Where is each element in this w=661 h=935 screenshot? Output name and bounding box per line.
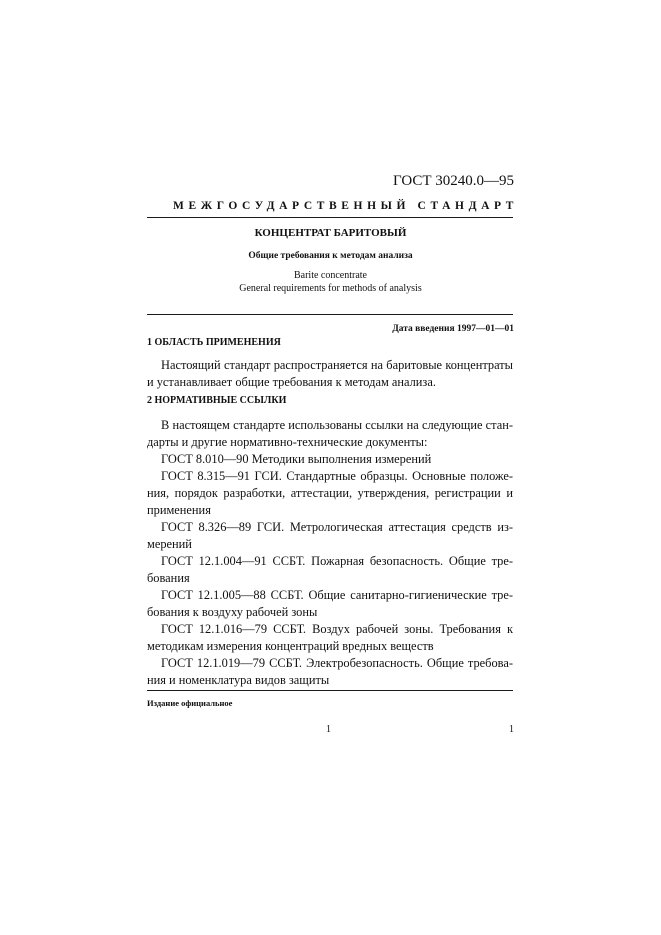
page-number: 1 <box>326 724 331 735</box>
header-rule <box>147 217 513 218</box>
introduction-date: Дата введения 1997—01—01 <box>392 324 514 334</box>
english-title: Barite concentrate <box>293 270 367 281</box>
official-edition-note: Издание официальное <box>147 698 233 708</box>
section-1-heading: 1 ОБЛАСТЬ ПРИМЕНЕНИЯ <box>147 337 281 348</box>
section-2-heading: 2 НОРМАТИВНЫЕ ССЫЛКИ <box>147 395 287 406</box>
section-2-line: бования к воздуху рабочей зоны <box>147 605 318 619</box>
section-2-line: ния, порядок разработки, аттестации, утверждения, регистрации и <box>147 486 513 500</box>
document-subtitle: Общие требования к методам анализа <box>248 251 413 261</box>
section-2-line: ГОСТ 12.1.019—79 ССБТ. Электробезопасность. Общие требова- <box>161 656 513 670</box>
section-2-line: методикам измерения концентраций вредных веществ <box>147 639 434 653</box>
section-1-line: и устанавливает общие требования к методам анализа. <box>147 375 436 389</box>
section-2-line: ГОСТ 12.1.005—88 ССБТ. Общие санитарно-гигиенические тре- <box>161 588 513 602</box>
standard-code: ГОСТ 30240.0—95 <box>393 173 514 189</box>
section-2-line: мерений <box>147 537 192 551</box>
section-2-line: бования <box>147 571 190 585</box>
section-2-line: ГОСТ 8.326—89 ГСИ. Метрологическая аттестация средств из- <box>161 520 513 534</box>
section-2-line: дарты и другие нормативно-технические документы: <box>147 435 428 449</box>
section-2-line: применения <box>147 503 211 517</box>
section-2-line: ГОСТ 12.1.016—79 ССБТ. Воздух рабочей зоны. Требования к <box>161 622 513 636</box>
title-rule <box>147 314 513 315</box>
page-number-right: 1 <box>509 724 514 735</box>
section-2-line: ния и номенклатура видов защиты <box>147 673 330 687</box>
section-2-line: ГОСТ 12.1.004—91 ССБТ. Пожарная безопасность. Общие тре- <box>161 554 513 568</box>
english-subtitle: General requirements for methods of analysis <box>239 283 422 294</box>
footer-rule <box>147 690 513 691</box>
section-1-line: Настоящий стандарт распространяется на баритовые концентраты <box>161 358 513 372</box>
document-title: КОНЦЕНТРАТ БАРИТОВЫЙ <box>254 227 407 239</box>
section-2-line: ГОСТ 8.315—91 ГСИ. Стандартные образцы. Основные положе- <box>161 469 513 483</box>
section-2-line: ГОСТ 8.010—90 Методики выполнения измерений <box>161 452 432 466</box>
section-2-line: В настоящем стандарте использованы ссылки на следующие стан- <box>161 418 513 432</box>
interstate-standard-label: МЕЖГОСУДАРСТВЕННЫЙ СТАНДАРТ <box>173 200 519 212</box>
